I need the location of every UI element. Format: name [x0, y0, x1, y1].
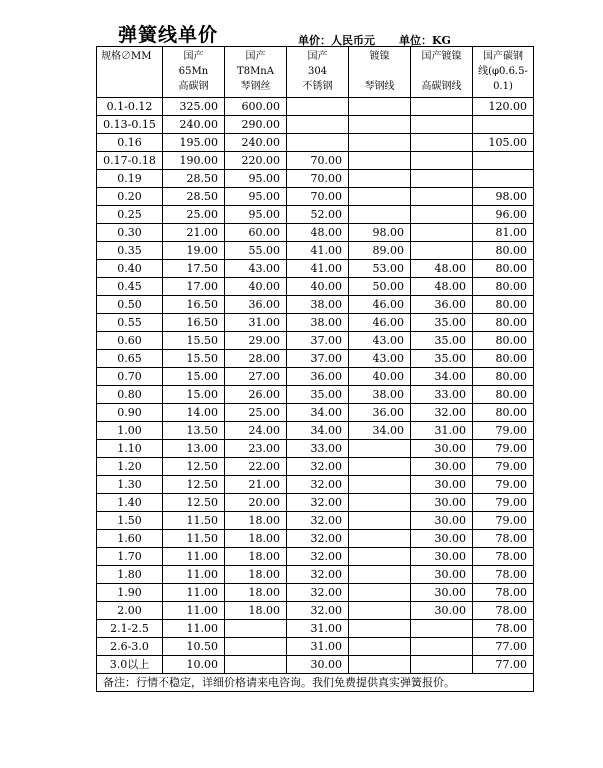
price-cell: 55.00	[225, 242, 287, 260]
price-table	[96, 46, 534, 692]
price-cell: 13.50	[163, 422, 225, 440]
price-cell: 80.00	[473, 332, 534, 350]
column-header-line: 不锈钢	[302, 81, 333, 92]
spec-cell: 1.50	[97, 512, 163, 530]
price-cell: 48.00	[411, 278, 473, 296]
price-cell: 34.00	[411, 368, 473, 386]
price-cell	[349, 116, 411, 134]
price-cell: 40.00	[349, 368, 411, 386]
column-header-line: 304	[307, 66, 328, 77]
price-cell: 19.00	[163, 242, 225, 260]
price-cell: 26.00	[225, 386, 287, 404]
table-header-row	[97, 47, 534, 98]
column-header-line: 国产	[245, 51, 266, 62]
column-header-line: 镀镍	[369, 51, 390, 62]
price-cell: 80.00	[473, 386, 534, 404]
column-header-line: 国产碳钢	[483, 51, 523, 62]
price-cell	[411, 116, 473, 134]
price-cell: 11.00	[163, 548, 225, 566]
price-cell: 78.00	[473, 548, 534, 566]
spec-cell: 2.6-3.0	[97, 638, 163, 656]
price-cell: 18.00	[225, 548, 287, 566]
price-cell: 98.00	[473, 188, 534, 206]
table-row	[97, 368, 534, 386]
price-cell	[411, 170, 473, 188]
price-cell: 18.00	[225, 530, 287, 548]
column-header-line: T8MnA	[237, 66, 274, 77]
price-cell: 80.00	[473, 368, 534, 386]
price-cell: 600.00	[225, 98, 287, 116]
column-header	[411, 47, 473, 98]
table-row	[97, 332, 534, 350]
price-cell: 81.00	[473, 224, 534, 242]
price-cell: 89.00	[349, 242, 411, 260]
price-cell	[411, 152, 473, 170]
table-row	[97, 134, 534, 152]
price-cell: 80.00	[473, 350, 534, 368]
table-row	[97, 170, 534, 188]
price-cell: 33.00	[287, 440, 349, 458]
column-header-line: 国产镀镍	[421, 51, 462, 62]
table-row	[97, 638, 534, 656]
price-cell: 30.00	[287, 656, 349, 674]
column-header-line	[411, 64, 472, 79]
price-cell	[349, 656, 411, 674]
price-cell: 35.00	[411, 332, 473, 350]
price-cell: 32.00	[287, 476, 349, 494]
price-cell: 37.00	[287, 350, 349, 368]
table-row	[97, 422, 534, 440]
spec-cell: 0.35	[97, 242, 163, 260]
price-cell: 32.00	[287, 584, 349, 602]
table-row	[97, 566, 534, 584]
price-cell: 32.00	[287, 458, 349, 476]
price-cell: 32.00	[287, 530, 349, 548]
price-cell: 96.00	[473, 206, 534, 224]
spec-cell: 0.16	[97, 134, 163, 152]
table-row	[97, 350, 534, 368]
column-header-line: 高碳钢线	[421, 81, 462, 92]
price-cell: 98.00	[349, 224, 411, 242]
price-cell	[225, 656, 287, 674]
price-cell: 35.00	[411, 350, 473, 368]
price-cell: 53.00	[349, 260, 411, 278]
price-cell	[349, 206, 411, 224]
price-cell: 36.00	[349, 404, 411, 422]
price-cell: 43.00	[349, 332, 411, 350]
price-cell: 31.00	[287, 620, 349, 638]
price-cell	[349, 98, 411, 116]
column-header-line: 琴钢线	[364, 81, 395, 92]
table-row	[97, 98, 534, 116]
table-row	[97, 440, 534, 458]
price-cell: 70.00	[287, 152, 349, 170]
price-cell: 80.00	[473, 278, 534, 296]
price-cell: 20.00	[225, 494, 287, 512]
price-cell: 240.00	[163, 116, 225, 134]
price-cell: 80.00	[473, 404, 534, 422]
spec-cell: 0.30	[97, 224, 163, 242]
price-cell: 23.00	[225, 440, 287, 458]
price-cell: 79.00	[473, 422, 534, 440]
price-cell: 21.00	[163, 224, 225, 242]
price-cell: 70.00	[287, 188, 349, 206]
price-cell	[411, 620, 473, 638]
column-header	[287, 47, 349, 98]
table-row	[97, 296, 534, 314]
table-row	[97, 206, 534, 224]
note-row	[97, 674, 534, 692]
price-cell: 46.00	[349, 314, 411, 332]
spec-cell: 0.70	[97, 368, 163, 386]
column-header-line: 琴钢丝	[240, 81, 271, 92]
price-cell: 11.50	[163, 530, 225, 548]
table-row	[97, 242, 534, 260]
price-cell	[349, 512, 411, 530]
price-cell: 48.00	[287, 224, 349, 242]
price-cell: 30.00	[411, 476, 473, 494]
price-cell: 34.00	[287, 422, 349, 440]
price-cell: 18.00	[225, 566, 287, 584]
price-cell	[287, 116, 349, 134]
price-cell: 290.00	[225, 116, 287, 134]
spec-cell: 0.60	[97, 332, 163, 350]
spec-cell: 0.13-0.15	[97, 116, 163, 134]
price-cell: 10.50	[163, 638, 225, 656]
page-title: 弹簧线单价	[118, 24, 219, 46]
price-cell: 11.00	[163, 566, 225, 584]
table-row	[97, 404, 534, 422]
price-cell: 28.50	[163, 188, 225, 206]
spec-cell: 1.70	[97, 548, 163, 566]
price-cell	[411, 242, 473, 260]
price-cell: 28.50	[163, 170, 225, 188]
price-cell: 30.00	[411, 548, 473, 566]
price-cell: 46.00	[349, 296, 411, 314]
price-cell: 41.00	[287, 242, 349, 260]
table-row	[97, 530, 534, 548]
column-header	[97, 47, 163, 98]
price-cell: 32.00	[287, 548, 349, 566]
price-cell: 79.00	[473, 440, 534, 458]
price-cell: 36.00	[287, 368, 349, 386]
price-cell	[473, 170, 534, 188]
price-cell	[411, 656, 473, 674]
price-cell: 25.00	[225, 404, 287, 422]
price-cell: 35.00	[411, 314, 473, 332]
price-cell: 80.00	[473, 314, 534, 332]
price-cell: 12.50	[163, 494, 225, 512]
price-cell: 18.00	[225, 602, 287, 620]
spec-cell: 0.65	[97, 350, 163, 368]
price-cell	[349, 494, 411, 512]
price-cell: 14.00	[163, 404, 225, 422]
price-cell: 17.00	[163, 278, 225, 296]
price-cell: 31.00	[287, 638, 349, 656]
table-row	[97, 512, 534, 530]
price-cell: 30.00	[411, 584, 473, 602]
price-cell	[349, 566, 411, 584]
price-cell: 220.00	[225, 152, 287, 170]
price-cell	[349, 170, 411, 188]
spec-cell: 1.40	[97, 494, 163, 512]
price-cell: 29.00	[225, 332, 287, 350]
table-row	[97, 620, 534, 638]
column-header-line: 高碳钢	[178, 81, 209, 92]
price-cell: 25.00	[163, 206, 225, 224]
spec-cell: 3.0以上	[97, 656, 163, 674]
price-cell: 95.00	[225, 206, 287, 224]
price-cell	[349, 548, 411, 566]
price-cell: 11.00	[163, 620, 225, 638]
price-cell	[349, 476, 411, 494]
table-row	[97, 458, 534, 476]
price-cell: 80.00	[473, 260, 534, 278]
price-cell: 18.00	[225, 512, 287, 530]
price-cell: 15.00	[163, 368, 225, 386]
price-cell	[349, 602, 411, 620]
price-cell	[473, 152, 534, 170]
price-cell: 52.00	[287, 206, 349, 224]
price-cell: 95.00	[225, 170, 287, 188]
column-header-line	[349, 64, 410, 79]
price-cell: 78.00	[473, 602, 534, 620]
price-cell: 27.00	[225, 368, 287, 386]
price-cell: 36.00	[225, 296, 287, 314]
price-cell: 16.50	[163, 314, 225, 332]
price-cell: 31.00	[225, 314, 287, 332]
price-cell: 38.00	[287, 314, 349, 332]
price-cell: 77.00	[473, 656, 534, 674]
table-row	[97, 386, 534, 404]
price-cell: 30.00	[411, 566, 473, 584]
column-header-line: 国产	[307, 51, 328, 62]
price-cell	[349, 620, 411, 638]
table-row	[97, 476, 534, 494]
price-cell	[287, 98, 349, 116]
column-header	[473, 47, 534, 98]
price-cell: 13.00	[163, 440, 225, 458]
column-header-line: 国产	[183, 51, 204, 62]
price-cell: 11.50	[163, 512, 225, 530]
column-header	[225, 47, 287, 98]
price-cell	[411, 206, 473, 224]
price-cell	[411, 224, 473, 242]
price-cell	[411, 98, 473, 116]
price-cell: 38.00	[349, 386, 411, 404]
price-cell: 34.00	[349, 422, 411, 440]
price-cell	[411, 638, 473, 656]
spec-cell: 0.80	[97, 386, 163, 404]
price-cell: 33.00	[411, 386, 473, 404]
price-cell: 30.00	[411, 512, 473, 530]
price-cell: 11.00	[163, 602, 225, 620]
spec-cell: 0.90	[97, 404, 163, 422]
price-cell: 36.00	[411, 296, 473, 314]
currency-label: 单价：人民币元	[298, 34, 375, 47]
table-row	[97, 278, 534, 296]
price-cell: 31.00	[411, 422, 473, 440]
table-row	[97, 152, 534, 170]
table-row	[97, 188, 534, 206]
spec-cell: 0.19	[97, 170, 163, 188]
price-cell: 12.50	[163, 458, 225, 476]
price-cell: 80.00	[473, 296, 534, 314]
spec-cell: 1.20	[97, 458, 163, 476]
column-header-line: 线(φ0.6.5-	[478, 66, 528, 77]
spec-cell: 1.90	[97, 584, 163, 602]
price-cell: 43.00	[225, 260, 287, 278]
price-cell	[349, 458, 411, 476]
price-cell: 70.00	[287, 170, 349, 188]
table-row	[97, 584, 534, 602]
price-cell	[411, 134, 473, 152]
column-header-line: 规格∅MM	[101, 51, 152, 62]
price-cell	[411, 188, 473, 206]
price-cell	[287, 134, 349, 152]
price-cell: 95.00	[225, 188, 287, 206]
price-cell: 79.00	[473, 476, 534, 494]
price-cell: 79.00	[473, 494, 534, 512]
price-cell: 12.50	[163, 476, 225, 494]
price-cell: 325.00	[163, 98, 225, 116]
column-header	[163, 47, 225, 98]
price-cell: 195.00	[163, 134, 225, 152]
spec-cell: 2.00	[97, 602, 163, 620]
price-cell: 24.00	[225, 422, 287, 440]
price-cell	[473, 116, 534, 134]
price-cell	[349, 638, 411, 656]
spec-cell: 0.25	[97, 206, 163, 224]
spec-cell: 0.20	[97, 188, 163, 206]
column-header-line: 65Mn	[178, 66, 209, 77]
price-cell: 43.00	[349, 350, 411, 368]
price-cell: 18.00	[225, 584, 287, 602]
price-cell: 16.50	[163, 296, 225, 314]
table-row	[97, 224, 534, 242]
column-header-line: 0.1)	[493, 81, 513, 92]
price-cell	[349, 440, 411, 458]
spec-cell: 2.1-2.5	[97, 620, 163, 638]
price-cell	[349, 188, 411, 206]
note-text: 备注：行情不稳定，详细价格请来电咨询。我们免费提供真实弹簧报价。	[97, 674, 534, 692]
spec-cell: 0.55	[97, 314, 163, 332]
price-cell: 38.00	[287, 296, 349, 314]
price-cell: 80.00	[473, 242, 534, 260]
price-cell: 78.00	[473, 584, 534, 602]
spec-cell: 1.00	[97, 422, 163, 440]
table-row	[97, 656, 534, 674]
price-cell	[225, 638, 287, 656]
price-cell: 35.00	[287, 386, 349, 404]
price-cell: 30.00	[411, 458, 473, 476]
spec-cell: 1.10	[97, 440, 163, 458]
price-cell: 15.50	[163, 332, 225, 350]
price-cell: 105.00	[473, 134, 534, 152]
price-cell	[225, 620, 287, 638]
price-cell	[349, 152, 411, 170]
price-cell: 79.00	[473, 512, 534, 530]
price-cell: 78.00	[473, 530, 534, 548]
price-cell: 22.00	[225, 458, 287, 476]
price-cell: 120.00	[473, 98, 534, 116]
spec-cell: 0.45	[97, 278, 163, 296]
price-cell: 30.00	[411, 440, 473, 458]
table-row	[97, 494, 534, 512]
price-cell: 30.00	[411, 494, 473, 512]
price-cell: 50.00	[349, 278, 411, 296]
price-cell: 32.00	[287, 494, 349, 512]
price-cell: 11.00	[163, 584, 225, 602]
price-cell: 30.00	[411, 602, 473, 620]
price-cell: 32.00	[411, 404, 473, 422]
price-cell: 15.00	[163, 386, 225, 404]
price-cell: 190.00	[163, 152, 225, 170]
table-row	[97, 260, 534, 278]
spec-cell: 1.80	[97, 566, 163, 584]
price-cell: 78.00	[473, 566, 534, 584]
price-cell: 32.00	[287, 512, 349, 530]
price-cell	[349, 134, 411, 152]
table-row	[97, 548, 534, 566]
price-cell: 40.00	[225, 278, 287, 296]
spec-cell: 1.60	[97, 530, 163, 548]
price-cell	[349, 584, 411, 602]
price-cell: 21.00	[225, 476, 287, 494]
table-row	[97, 602, 534, 620]
price-cell: 28.00	[225, 350, 287, 368]
price-cell: 240.00	[225, 134, 287, 152]
unit-label: 单位：KG	[399, 34, 451, 47]
price-cell: 37.00	[287, 332, 349, 350]
price-cell: 79.00	[473, 458, 534, 476]
table-row	[97, 116, 534, 134]
price-cell: 32.00	[287, 602, 349, 620]
price-cell: 34.00	[287, 404, 349, 422]
price-cell: 40.00	[287, 278, 349, 296]
price-cell: 77.00	[473, 638, 534, 656]
price-cell: 15.50	[163, 350, 225, 368]
price-cell: 10.00	[163, 656, 225, 674]
price-cell: 17.50	[163, 260, 225, 278]
price-cell: 78.00	[473, 620, 534, 638]
price-cell: 41.00	[287, 260, 349, 278]
price-cell: 48.00	[411, 260, 473, 278]
price-cell	[349, 530, 411, 548]
spec-cell: 0.40	[97, 260, 163, 278]
spec-cell: 1.30	[97, 476, 163, 494]
spec-cell: 0.1-0.12	[97, 98, 163, 116]
table-row	[97, 314, 534, 332]
price-cell: 30.00	[411, 530, 473, 548]
price-cell: 60.00	[225, 224, 287, 242]
price-cell: 32.00	[287, 566, 349, 584]
column-header	[349, 47, 411, 98]
spec-cell: 0.50	[97, 296, 163, 314]
spec-cell: 0.17-0.18	[97, 152, 163, 170]
